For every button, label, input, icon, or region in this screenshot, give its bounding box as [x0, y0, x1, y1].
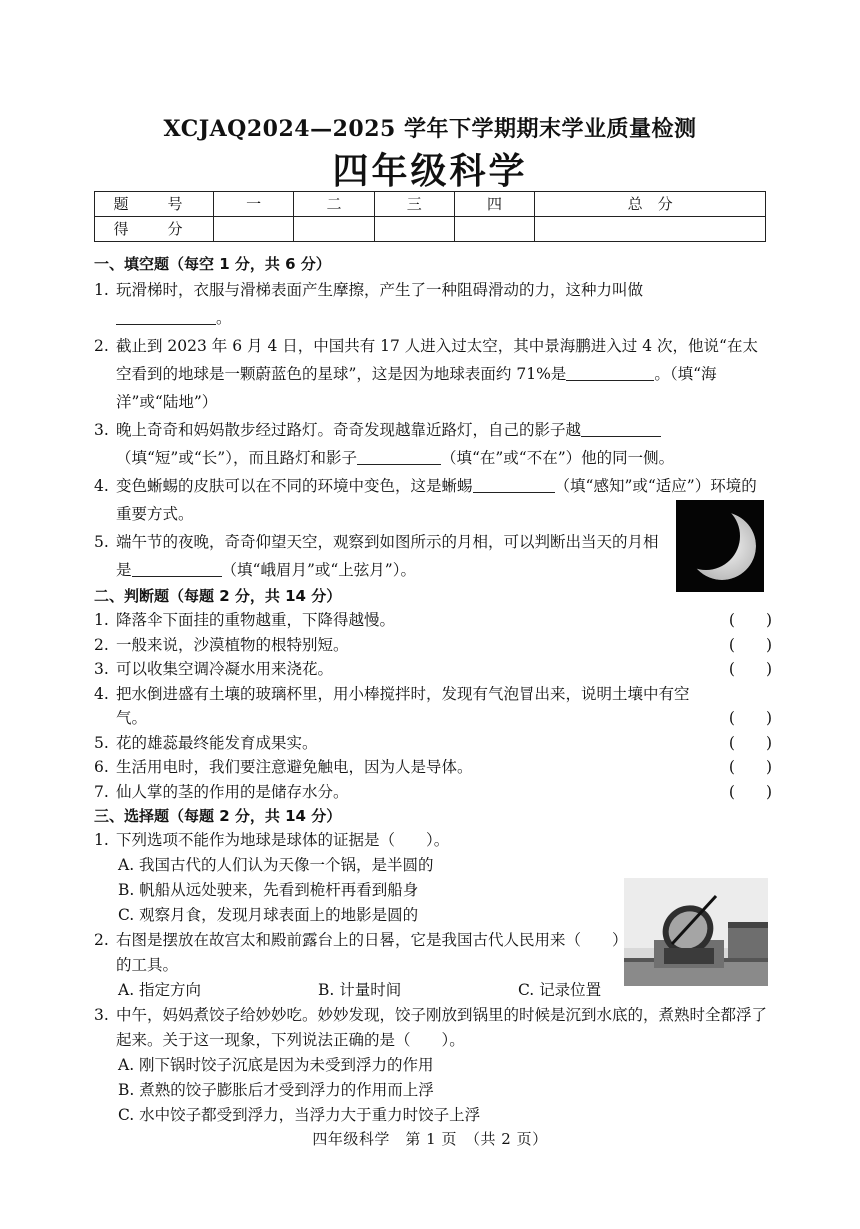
score-table-cell: 一	[214, 192, 294, 217]
question-text: 花的雄蕊最终能发育成果实。	[116, 733, 318, 752]
question-number: 5.	[94, 533, 109, 551]
question-number: 4.	[94, 477, 109, 495]
score-table-cell: 三	[374, 192, 454, 217]
choice-question-1	[94, 828, 772, 853]
score-table-cell: 得 分	[95, 217, 214, 242]
question-text: 仙人掌的茎的作用的是储存水分。	[116, 782, 349, 801]
fill-question-1	[94, 276, 772, 332]
judge-question-6	[94, 755, 772, 780]
question-number: 7.	[94, 782, 109, 801]
answer-blank[interactable]	[132, 558, 222, 577]
question-text: 截止到 2023 年 6 月 4 日，中国共有 17 人进入过太空，其中景海鹏进入过 4 次，他说“在太空看到的地球是一颗蔚蓝色的星球”，这是因为地球表面约 71%是	[116, 337, 758, 383]
answer-paren[interactable]: ( )	[728, 635, 772, 654]
score-table-header-row	[95, 192, 766, 217]
answer-blank[interactable]	[566, 362, 654, 381]
question-text: 中午，妈妈煮饺子给妙妙吃。妙妙发现，饺子刚放到锅里的时候是沉到水底的，煮熟时全都浮了起来。关于这一现象，下列说法正确的是（ ）。	[116, 1006, 768, 1049]
score-table-cell	[454, 217, 534, 242]
question-number: 5.	[94, 733, 109, 752]
question-text: 把水倒进盛有土壤的玻璃杯里，用小棒搅拌时，发现有气泡冒出来，说明土壤中有空气。	[116, 684, 690, 727]
question-text: 右图是摆放在故宫太和殿前露台上的日晷，它是我国古代人民用来（ ）的工具。	[116, 931, 620, 974]
score-table-cell	[214, 217, 294, 242]
answer-blank[interactable]	[116, 306, 216, 325]
question-number: 1.	[94, 611, 109, 629]
sundial-photo	[624, 878, 768, 986]
score-table	[94, 191, 766, 242]
section-heading-true-false: 二、判断题（每题 2 分，共 14 分）	[94, 587, 342, 605]
judge-question-1	[94, 608, 772, 633]
question-number: 3.	[94, 660, 109, 678]
score-table-cell: 题 号	[95, 192, 214, 217]
fill-question-5	[94, 528, 772, 584]
question-text: 晚上奇奇和妈妈散步经过路灯。奇奇发现越靠近路灯，自己的影子越	[116, 421, 582, 439]
fill-question-2	[94, 332, 772, 416]
judge-question-2	[94, 633, 772, 658]
question-text: 变色蜥蜴的皮肤可以在不同的环境中变色，这是蜥蜴	[116, 477, 473, 495]
question-number: 2.	[94, 931, 109, 949]
question-text: 。（填“海洋”或“陆地”）	[116, 365, 717, 411]
score-table-cell: 总 分	[535, 192, 766, 217]
question-text: 可以收集空调冷凝水用来浇花。	[116, 660, 334, 678]
question-number: 1.	[94, 831, 109, 849]
question-text: 端午节的夜晚，奇奇仰望天空，观察到如图所示的月相，可以判断出当天的月相是	[116, 533, 659, 579]
sundial-icon	[624, 878, 768, 986]
question-number: 1.	[94, 281, 109, 299]
question-text: 降落伞下面挂的重物越重，下降得越慢。	[116, 611, 396, 629]
answer-paren[interactable]: ( )	[728, 782, 772, 801]
question-text: （填“在”或“不在”）他的同一侧。	[440, 449, 675, 467]
exam-subject-title: 四年级科学	[332, 150, 528, 192]
choice-option[interactable]: B. 帆船从远处驶来，先看到桅杆再看到船身	[118, 881, 419, 899]
answer-blank[interactable]	[473, 474, 555, 493]
fill-question-3	[94, 416, 772, 472]
judge-question-3	[94, 657, 772, 682]
question-text: 下列选项不能作为地球是球体的证据是（ ）。	[116, 831, 450, 849]
question-number: 2.	[94, 337, 109, 355]
answer-blank[interactable]	[581, 418, 661, 437]
crescent-moon-icon	[676, 500, 764, 592]
answer-paren[interactable]: ( )	[728, 733, 772, 752]
answer-blank[interactable]	[357, 446, 441, 465]
judge-question-5	[94, 731, 772, 756]
choice-option[interactable]: B. 煮熟的饺子膨胀后才受到浮力的作用而上浮	[118, 1081, 434, 1099]
question-text: 玩滑梯时，衣服与滑梯表面产生摩擦，产生了一种阻碍滑动的力，这种力叫做	[116, 281, 644, 299]
judge-question-4	[94, 682, 772, 731]
judge-question-7	[94, 780, 772, 805]
answer-paren[interactable]: ( )	[728, 709, 772, 727]
choice-question-3	[94, 1003, 772, 1053]
choice-option[interactable]: C. 水中饺子都受到浮力，当浮力大于重力时饺子上浮	[118, 1106, 481, 1124]
question-number: 6.	[94, 758, 109, 776]
question-number: 3.	[94, 1006, 109, 1024]
exam-title: XCJAQ2024—2025 学年下学期期末学业质量检测	[163, 116, 697, 142]
question-text: （填“峨眉月”或“上弦月”）。	[221, 561, 416, 579]
choice-option[interactable]: B. 计量时间	[318, 981, 402, 999]
score-table-cell	[374, 217, 454, 242]
question-text: 生活用电时，我们要注意避免触电，因为人是导体。	[116, 758, 473, 776]
answer-paren[interactable]: ( )	[728, 758, 772, 776]
question-text: 。	[216, 309, 232, 327]
section-heading-fill-blank: 一、填空题（每空 1 分，共 6 分）	[94, 255, 331, 273]
question-number: 3.	[94, 421, 109, 439]
question-text: 一般来说，沙漠植物的根特别短。	[116, 635, 349, 654]
exam-content	[94, 252, 772, 1128]
score-table-cell: 四	[454, 192, 534, 217]
score-table-cell	[294, 217, 374, 242]
choice-option[interactable]: C. 记录位置	[518, 981, 602, 999]
fill-question-4	[94, 472, 772, 528]
question-number: 2.	[94, 635, 109, 654]
score-table-cell: 二	[294, 192, 374, 217]
page-footer: 四年级科学 第 1 页 （共 2 页）	[312, 1130, 548, 1148]
score-table-score-row	[95, 217, 766, 242]
choice-option[interactable]: A. 刚下锅时饺子沉底是因为未受到浮力的作用	[118, 1056, 434, 1074]
crescent-moon-photo	[676, 500, 764, 592]
answer-paren[interactable]: ( )	[728, 611, 772, 629]
choice-option[interactable]: A. 指定方向	[118, 981, 202, 999]
answer-paren[interactable]: ( )	[728, 660, 772, 678]
question-number: 4.	[94, 684, 109, 703]
score-table-cell	[535, 217, 766, 242]
question-text: （填“感知”或“适应”）环境的重要方式。	[116, 477, 757, 523]
choice-option[interactable]: A. 我国古代的人们认为天像一个锅，是半圆的	[118, 856, 434, 874]
section-heading-multiple-choice: 三、选择题（每题 2 分，共 14 分）	[94, 807, 342, 825]
choice-option[interactable]: C. 观察月食，发现月球表面上的地影是圆的	[118, 906, 419, 924]
question-text: （填“短”或“长”），而且路灯和影子	[116, 449, 357, 467]
